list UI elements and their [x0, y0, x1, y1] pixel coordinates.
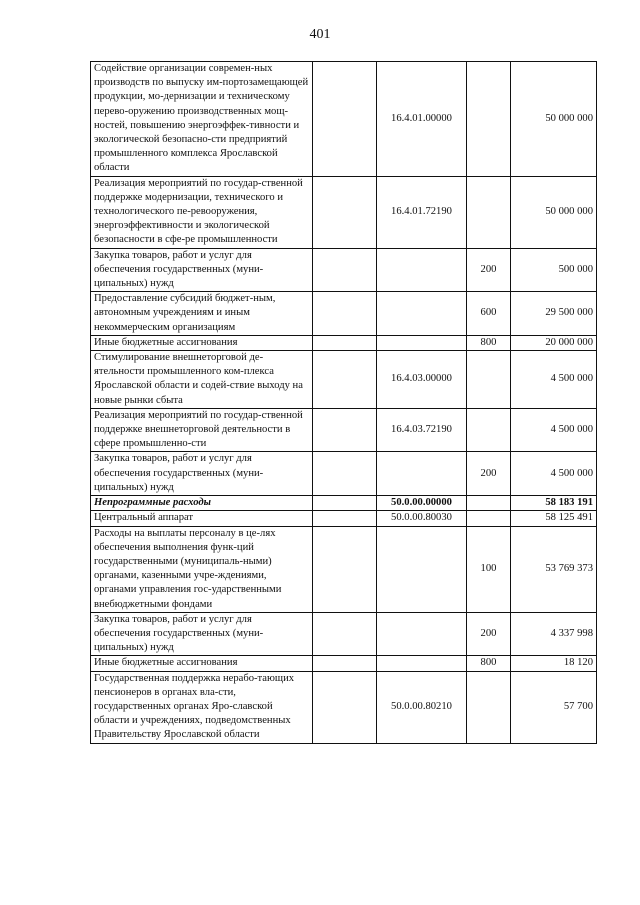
table-row — [91, 452, 597, 496]
row-name-cell: Реализация мероприятий по государ-ственной поддержке внешнеторговой деятельности в сфере промышленно-сти — [91, 408, 313, 452]
table-row — [91, 248, 597, 292]
row-code-cell: 16.4.03.72190 — [377, 408, 467, 452]
row-name-cell: Иные бюджетные ассигнования — [91, 335, 313, 350]
row-empty-cell — [313, 496, 377, 511]
row-code-cell: 16.4.01.00000 — [377, 62, 467, 177]
row-empty-cell — [313, 656, 377, 671]
row-sum-cell: 57 700 — [511, 671, 597, 743]
row-sum-cell: 20 000 000 — [511, 335, 597, 350]
row-sum-cell: 50 000 000 — [511, 176, 597, 248]
row-name-cell: Центральный аппарат — [91, 511, 313, 526]
row-code-cell: 16.4.03.00000 — [377, 351, 467, 409]
row-type-cell: 800 — [467, 656, 511, 671]
row-sum-cell: 4 500 000 — [511, 452, 597, 496]
row-sum-cell: 58 183 191 — [511, 496, 597, 511]
row-sum-cell: 50 000 000 — [511, 62, 597, 177]
table-row — [91, 351, 597, 409]
row-name-cell: Расходы на выплаты персоналу в це-лях обеспечения выполнения функ-ций государственными (муниципаль-ными) органами, казенными учре-ждениями, органами управления гос-ударственными внебюджетными фондами — [91, 526, 313, 612]
row-type-cell: 600 — [467, 292, 511, 336]
row-type-cell — [467, 496, 511, 511]
row-name-cell: Стимулирование внешнеторговой де-ятельности промышленного ком-плекса Ярославской области и содей-ствие выходу на новые рынки сбыта — [91, 351, 313, 409]
row-code-cell — [377, 656, 467, 671]
row-sum-cell: 58 125 491 — [511, 511, 597, 526]
row-code-cell — [377, 248, 467, 292]
row-type-cell: 200 — [467, 612, 511, 656]
row-type-cell: 100 — [467, 526, 511, 612]
row-empty-cell — [313, 511, 377, 526]
row-type-cell — [467, 62, 511, 177]
row-type-cell: 800 — [467, 335, 511, 350]
row-empty-cell — [313, 526, 377, 612]
table-row — [91, 292, 597, 336]
row-type-cell: 200 — [467, 452, 511, 496]
row-code-cell — [377, 612, 467, 656]
row-name-cell: Закупка товаров, работ и услуг для обеспечения государственных (муни-ципальных) нужд — [91, 452, 313, 496]
table-row — [91, 408, 597, 452]
row-code-cell — [377, 292, 467, 336]
row-type-cell — [467, 511, 511, 526]
row-empty-cell — [313, 248, 377, 292]
row-code-cell: 50.0.00.00000 — [377, 496, 467, 511]
table-row — [91, 511, 597, 526]
row-empty-cell — [313, 292, 377, 336]
row-name-cell: Предоставление субсидий бюджет-ным, автономным учреждениям и иным некоммерческим организациям — [91, 292, 313, 336]
row-empty-cell — [313, 62, 377, 177]
table-row — [91, 656, 597, 671]
table-row — [91, 612, 597, 656]
row-name-cell: Непрограммные расходы — [91, 496, 313, 511]
row-sum-cell: 29 500 000 — [511, 292, 597, 336]
row-sum-cell: 4 500 000 — [511, 351, 597, 409]
row-type-cell — [467, 351, 511, 409]
table-row — [91, 176, 597, 248]
row-name-cell: Содействие организации современ-ных производств по выпуску им-портозамещающей продукции, мо-дернизации и техническому перево-оружению производственных мощ-ностей, повышению энергоэффек-тивности и экологической безопасно-сти предприятий промышленного комплекса Ярославской области — [91, 62, 313, 177]
row-type-cell — [467, 176, 511, 248]
row-type-cell — [467, 671, 511, 743]
row-type-cell — [467, 408, 511, 452]
row-name-cell: Закупка товаров, работ и услуг для обеспечения государственных (муни-ципальных) нужд — [91, 248, 313, 292]
row-sum-cell: 53 769 373 — [511, 526, 597, 612]
row-empty-cell — [313, 408, 377, 452]
budget-table — [90, 61, 597, 744]
row-name-cell: Реализация мероприятий по государ-ственной поддержке модернизации, технического и технологического пе-ревооружения, энергоэффективности и экологической безопасности в сфе-ре промышленности — [91, 176, 313, 248]
row-code-cell — [377, 452, 467, 496]
budget-table-body — [91, 62, 597, 744]
table-row — [91, 671, 597, 743]
row-code-cell: 16.4.01.72190 — [377, 176, 467, 248]
row-type-cell: 200 — [467, 248, 511, 292]
row-code-cell: 50.0.00.80030 — [377, 511, 467, 526]
row-sum-cell: 4 337 998 — [511, 612, 597, 656]
row-empty-cell — [313, 452, 377, 496]
row-empty-cell — [313, 671, 377, 743]
table-row — [91, 496, 597, 511]
row-empty-cell — [313, 176, 377, 248]
row-sum-cell: 4 500 000 — [511, 408, 597, 452]
row-empty-cell — [313, 351, 377, 409]
row-sum-cell: 500 000 — [511, 248, 597, 292]
table-row — [91, 526, 597, 612]
row-name-cell: Иные бюджетные ассигнования — [91, 656, 313, 671]
table-row — [91, 335, 597, 350]
row-code-cell — [377, 335, 467, 350]
row-code-cell: 50.0.00.80210 — [377, 671, 467, 743]
row-sum-cell: 18 120 — [511, 656, 597, 671]
row-name-cell: Закупка товаров, работ и услуг для обеспечения государственных (муни-ципальных) нужд — [91, 612, 313, 656]
page-number: 401 — [309, 27, 331, 42]
row-empty-cell — [313, 612, 377, 656]
row-code-cell — [377, 526, 467, 612]
row-empty-cell — [313, 335, 377, 350]
row-name-cell: Государственная поддержка нерабо-тающих пенсионеров в органах вла-сти, государственных органах Яро-славской области и учреждениях, подведомственных Правительству Ярославской области — [91, 671, 313, 743]
table-row — [91, 62, 597, 177]
